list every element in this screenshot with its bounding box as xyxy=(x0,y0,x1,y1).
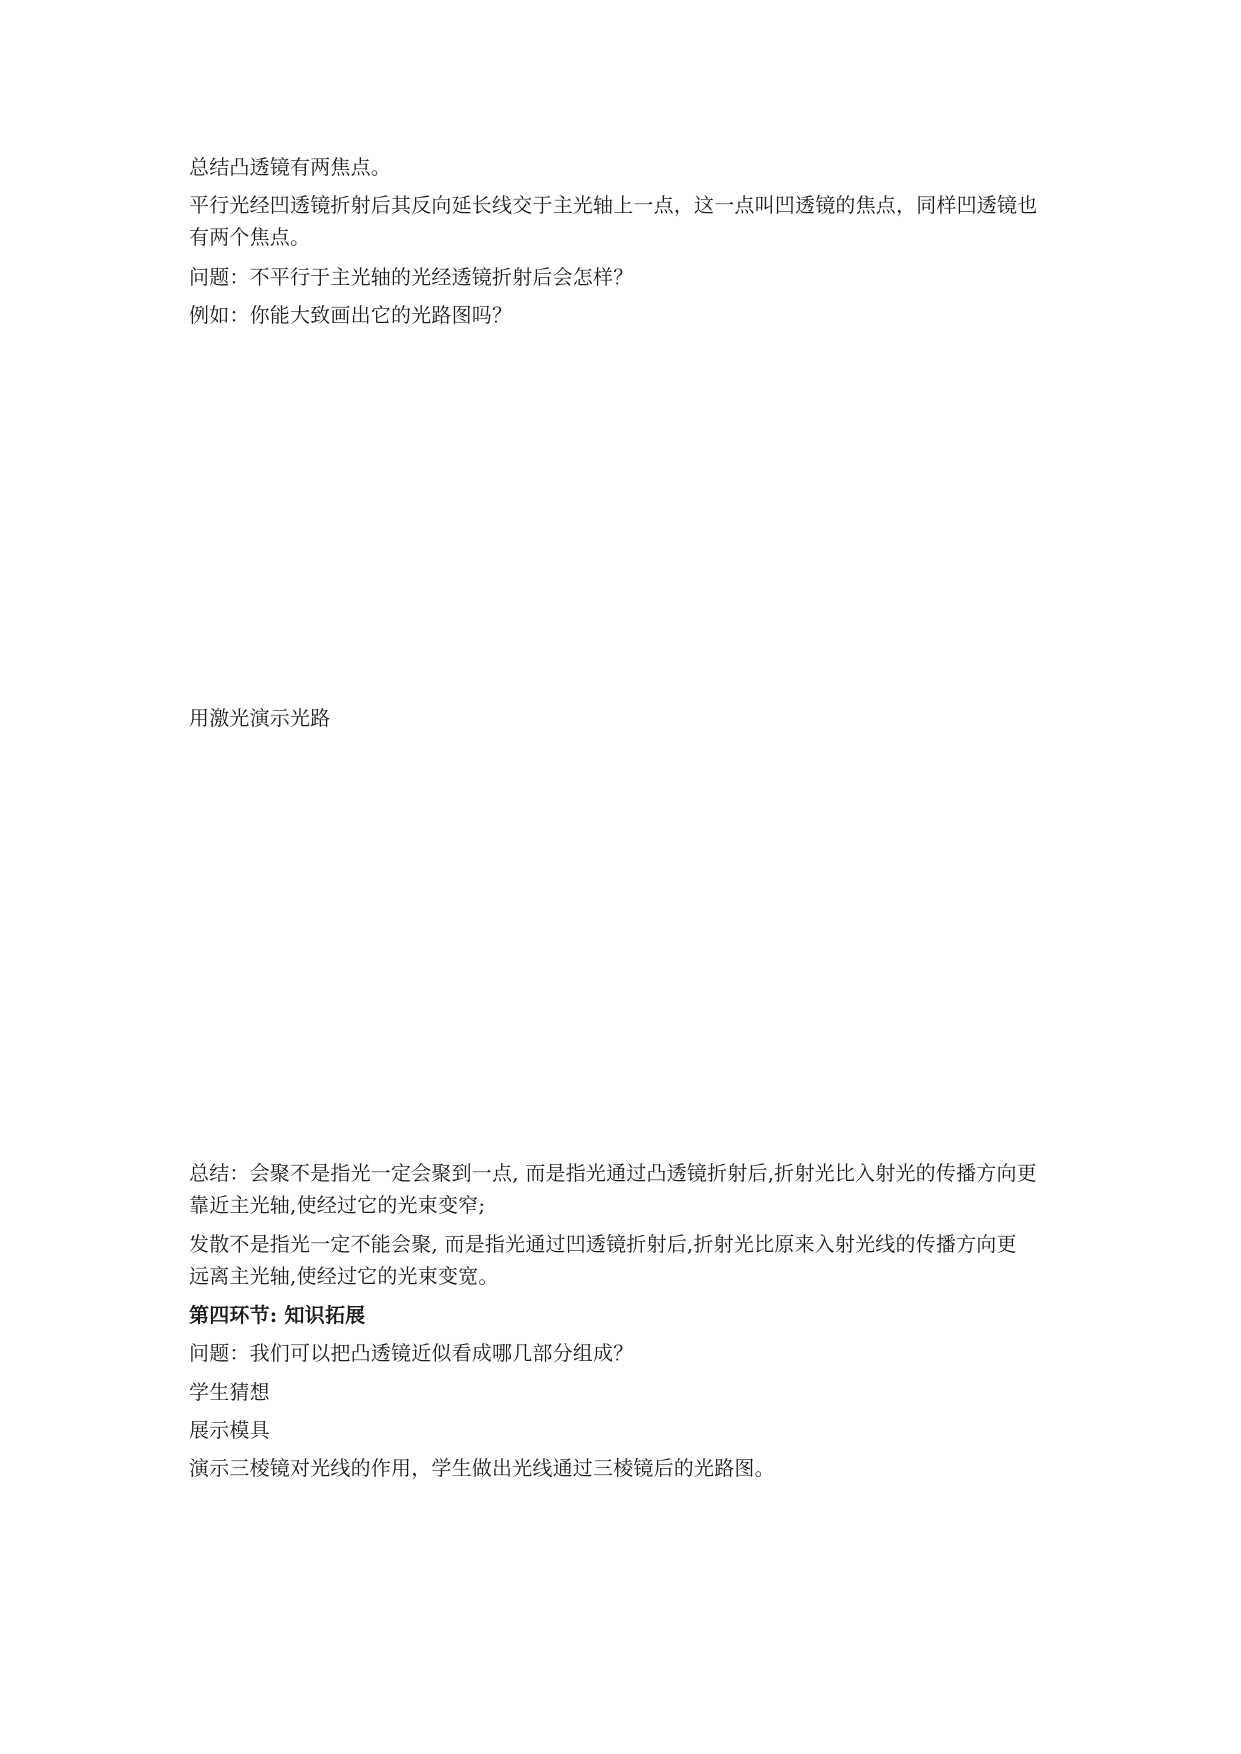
student-guess-text: 学生猜想 xyxy=(189,1380,270,1404)
summary-converge-line1: 总结：会聚不是指光一定会聚到一点, 而是指光通过凸透镜折射后,折射光比入射光的传播方向更 xyxy=(189,1161,1037,1185)
question-convex-lens-parts: 问题：我们可以把凸透镜近似看成哪几部分组成？ xyxy=(189,1341,634,1365)
example-draw-light-path: 例如：你能大致画出它的光路图吗？ xyxy=(189,303,513,327)
paragraph-convex-focus-summary: 总结凸透镜有两焦点。 xyxy=(189,155,391,179)
section-heading-knowledge-extension: 第四环节: 知识拓展 xyxy=(189,1303,366,1327)
summary-diverge-line2: 远离主光轴,使经过它的光束变宽。 xyxy=(189,1264,499,1288)
question-nonparallel-light: 问题：不平行于主光轴的光经透镜折射后会怎样？ xyxy=(189,265,634,289)
summary-converge-line2: 靠近主光轴,使经过它的光束变窄; xyxy=(189,1193,486,1217)
laser-demo-text: 用激光演示光路 xyxy=(189,706,331,730)
paragraph-concave-focus-line2: 有两个焦点。 xyxy=(189,225,311,249)
paragraph-concave-focus-line1: 平行光经凹透镜折射后其反向延长线交于主光轴上一点，这一点叫凹透镜的焦点，同样凹透镜也 xyxy=(189,193,1038,217)
show-model-text: 展示模具 xyxy=(189,1418,270,1442)
summary-diverge-line1: 发散不是指光一定不能会聚, 而是指光通过凹透镜折射后,折射光比原来入射光线的传播方向更 xyxy=(189,1232,1017,1256)
prism-demo-text: 演示三棱镜对光线的作用，学生做出光线通过三棱镜后的光路图。 xyxy=(189,1456,775,1480)
